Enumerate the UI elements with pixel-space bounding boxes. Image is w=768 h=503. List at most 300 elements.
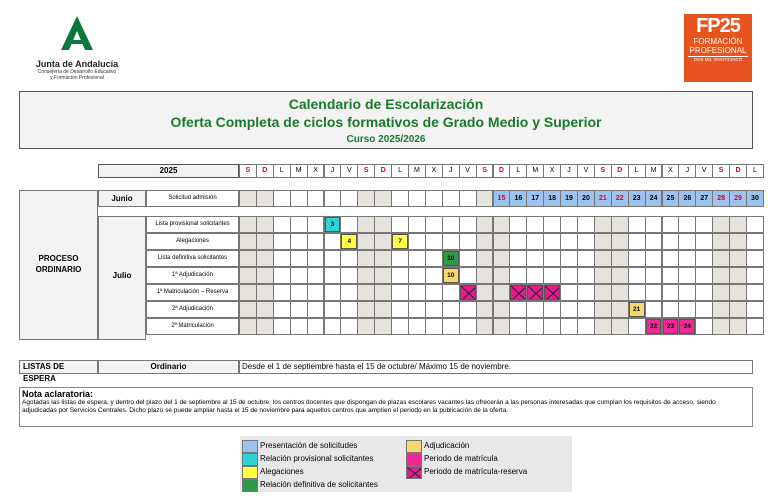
fp25-line1: FORMACIÓN <box>693 37 743 46</box>
day-letter: M <box>526 164 544 178</box>
junio-cell <box>476 190 494 207</box>
julio-cell <box>239 301 257 318</box>
julio-cell <box>695 301 713 318</box>
legend <box>240 436 572 492</box>
julio-cell <box>611 250 629 267</box>
julio-cell <box>594 318 612 335</box>
day-letter: V <box>459 164 477 178</box>
julio-cell <box>662 216 680 233</box>
julio-cell <box>239 250 257 267</box>
day-letter: S <box>712 164 730 178</box>
legend-label-definitiva: Relación definitiva de solicitantes <box>260 480 378 489</box>
junio-cell <box>239 190 257 207</box>
julio-cell <box>729 250 747 267</box>
junio-cell <box>324 190 342 207</box>
julio-cell <box>324 284 342 301</box>
julio-cell <box>526 318 544 335</box>
julio-cell <box>729 267 747 284</box>
julio-cell <box>543 301 561 318</box>
legend-swatch-presentacion <box>242 440 258 453</box>
julio-cell <box>543 267 561 284</box>
julio-cell <box>391 267 409 284</box>
julio-cell <box>645 250 663 267</box>
julio-cell <box>307 216 325 233</box>
day-letter: J <box>442 164 460 178</box>
julio-cell <box>408 233 426 250</box>
solicitud-day: 15 <box>493 190 511 207</box>
julio-cell <box>577 318 595 335</box>
legend-swatch-alegaciones <box>242 466 258 479</box>
julio-cell <box>509 301 527 318</box>
julio-cell <box>442 301 460 318</box>
julio-cell <box>594 216 612 233</box>
julio-cell <box>357 301 375 318</box>
legend-label-matricula: Periodo de matrícula <box>424 454 498 463</box>
julio-cell <box>307 233 325 250</box>
julio-cell <box>239 233 257 250</box>
julio-cell <box>712 233 730 250</box>
month-junio: Junio <box>98 190 146 207</box>
julio-cell <box>695 216 713 233</box>
julio-cell <box>273 284 291 301</box>
day-letter: D <box>729 164 747 178</box>
julio-cell <box>290 250 308 267</box>
julio-cell <box>340 318 358 335</box>
solicitud-day: 22 <box>611 190 629 207</box>
julio-cell <box>476 216 494 233</box>
legend-label-alegaciones: Alegaciones <box>260 467 304 476</box>
julio-cell <box>729 284 747 301</box>
julio-cell <box>662 267 680 284</box>
junio-cell <box>408 190 426 207</box>
julio-cell <box>645 216 663 233</box>
julio-cell <box>425 318 443 335</box>
julio-cell <box>645 301 663 318</box>
julio-cell <box>408 284 426 301</box>
julio-cell <box>628 284 646 301</box>
solicitud-day: 30 <box>746 190 764 207</box>
title-line2: Oferta Completa de ciclos formativos de Grado Medio y Superior <box>170 114 602 130</box>
julio-cell <box>594 250 612 267</box>
julio-cell <box>729 301 747 318</box>
legend-swatch-definitiva <box>242 479 258 492</box>
julio-cell <box>425 250 443 267</box>
julio-cell <box>374 216 392 233</box>
julio-cell <box>357 233 375 250</box>
julio-cell <box>543 250 561 267</box>
julio-cell <box>324 267 342 284</box>
julio-cell <box>695 267 713 284</box>
julio-cell <box>712 250 730 267</box>
calendar-mark: 21 <box>629 302 645 317</box>
julio-cell <box>560 318 578 335</box>
julio-cell <box>476 233 494 250</box>
julio-cell <box>374 267 392 284</box>
calendar-mark: 22 <box>646 319 662 334</box>
julio-row-label: 2ª Adjudicación <box>146 301 239 318</box>
julio-cell <box>256 216 274 233</box>
day-letter: D <box>493 164 511 178</box>
day-letter: M <box>290 164 308 178</box>
julio-cell <box>493 301 511 318</box>
julio-cell <box>493 233 511 250</box>
julio-cell <box>695 284 713 301</box>
junta-sub1: Consejería de Desarrollo Educativo <box>37 69 117 75</box>
solicitud-day: 28 <box>712 190 730 207</box>
julio-cell <box>645 284 663 301</box>
julio-cell <box>425 233 443 250</box>
espera-text: Desde el 1 de septiembre hasta el 15 de octubre/ Máximo 15 de noviembre. <box>239 360 753 374</box>
junta-sub2: y Formación Profesional <box>50 75 104 81</box>
day-letter: V <box>340 164 358 178</box>
julio-cell <box>712 318 730 335</box>
julio-cell <box>256 301 274 318</box>
julio-cell <box>340 284 358 301</box>
julio-cell <box>324 318 342 335</box>
julio-cell <box>357 284 375 301</box>
julio-cell <box>577 267 595 284</box>
julio-cell <box>290 284 308 301</box>
julio-cell <box>611 284 629 301</box>
julio-cell <box>408 318 426 335</box>
julio-cell <box>594 301 612 318</box>
junio-cell <box>357 190 375 207</box>
julio-cell <box>408 267 426 284</box>
julio-cell <box>645 267 663 284</box>
junio-cell <box>340 190 358 207</box>
julio-cell <box>459 301 477 318</box>
julio-cell <box>729 318 747 335</box>
julio-cell <box>324 301 342 318</box>
julio-cell <box>577 250 595 267</box>
title-line1: Calendario de Escolarización <box>288 96 484 112</box>
julio-cell <box>560 284 578 301</box>
matricula-reserva-mark <box>544 285 560 300</box>
julio-cell <box>307 301 325 318</box>
julio-cell <box>256 284 274 301</box>
julio-cell <box>695 250 713 267</box>
julio-cell <box>391 318 409 335</box>
julio-row-label: Lista provisional solicitantes <box>146 216 239 233</box>
julio-cell <box>459 250 477 267</box>
calendar-year: 2025 <box>98 164 239 178</box>
julio-cell <box>678 233 696 250</box>
julio-cell <box>391 284 409 301</box>
julio-cell <box>391 250 409 267</box>
day-letter: X <box>307 164 325 178</box>
julio-cell <box>273 216 291 233</box>
julio-cell <box>408 250 426 267</box>
julio-cell <box>746 267 764 284</box>
julio-cell <box>273 267 291 284</box>
junio-cell <box>391 190 409 207</box>
julio-cell <box>695 318 713 335</box>
julio-cell <box>374 284 392 301</box>
julio-cell <box>509 233 527 250</box>
julio-cell <box>425 284 443 301</box>
julio-cell <box>645 233 663 250</box>
legend-swatch-matricula <box>406 453 422 466</box>
julio-row-label: 2ª Matriculación <box>146 318 239 335</box>
matricula-reserva-mark <box>510 285 526 300</box>
julio-cell <box>256 233 274 250</box>
legend-label-provisional: Relación provisional solicitantes <box>260 454 374 463</box>
day-letter: L <box>628 164 646 178</box>
day-letter: S <box>594 164 612 178</box>
solicitud-day: 19 <box>560 190 578 207</box>
calendar-mark: 4 <box>341 234 357 249</box>
julio-cell <box>526 267 544 284</box>
julio-cell <box>729 233 747 250</box>
julio-cell <box>577 301 595 318</box>
julio-cell <box>239 216 257 233</box>
julio-cell <box>746 233 764 250</box>
julio-cell <box>611 233 629 250</box>
julio-cell <box>340 250 358 267</box>
julio-cell <box>594 233 612 250</box>
julio-cell <box>662 250 680 267</box>
day-letter: X <box>543 164 561 178</box>
julio-row-label: Lista definitiva solicitantes <box>146 250 239 267</box>
julio-cell <box>712 301 730 318</box>
julio-cell <box>611 216 629 233</box>
julio-cell <box>526 301 544 318</box>
julio-cell <box>577 284 595 301</box>
julio-cell <box>476 250 494 267</box>
day-letter: S <box>239 164 257 178</box>
julio-row-label: Alegaciones <box>146 233 239 250</box>
julio-cell <box>324 250 342 267</box>
julio-cell <box>543 216 561 233</box>
julio-cell <box>442 284 460 301</box>
julio-cell <box>662 233 680 250</box>
julio-cell <box>357 216 375 233</box>
julio-cell <box>560 301 578 318</box>
julio-cell <box>543 233 561 250</box>
julio-cell <box>391 301 409 318</box>
calendar-mark: 10 <box>443 268 459 283</box>
julio-cell <box>459 216 477 233</box>
julio-cell <box>746 216 764 233</box>
julio-cell <box>628 233 646 250</box>
day-letter: M <box>645 164 663 178</box>
julio-cell <box>425 301 443 318</box>
julio-cell <box>712 216 730 233</box>
julio-row-label: 1ª Adjudicación <box>146 267 239 284</box>
julio-cell <box>408 301 426 318</box>
day-letter: M <box>408 164 426 178</box>
junio-cell <box>256 190 274 207</box>
solicitud-day: 26 <box>678 190 696 207</box>
julio-cell <box>611 318 629 335</box>
julio-cell <box>324 233 342 250</box>
julio-cell <box>459 267 477 284</box>
julio-cell <box>628 318 646 335</box>
julio-cell <box>273 233 291 250</box>
calendar-mark: 10 <box>443 251 459 266</box>
julio-cell <box>357 318 375 335</box>
julio-row-label: 1ª Matriculación – Reserva <box>146 284 239 301</box>
julio-cell <box>729 216 747 233</box>
julio-cell <box>442 233 460 250</box>
title-box <box>19 91 753 149</box>
day-letter: S <box>476 164 494 178</box>
julio-cell <box>746 318 764 335</box>
julio-cell <box>307 250 325 267</box>
julio-cell <box>678 216 696 233</box>
julio-cell <box>493 250 511 267</box>
julio-cell <box>493 216 511 233</box>
solicitud-day: 20 <box>577 190 595 207</box>
julio-cell <box>290 301 308 318</box>
julio-cell <box>374 318 392 335</box>
solicitud-day: 18 <box>543 190 561 207</box>
julio-cell <box>678 250 696 267</box>
day-letter: L <box>391 164 409 178</box>
julio-cell <box>239 267 257 284</box>
julio-cell <box>594 284 612 301</box>
calendar-mark: 3 <box>325 217 341 232</box>
day-letter: J <box>560 164 578 178</box>
julio-cell <box>425 216 443 233</box>
julio-cell <box>290 318 308 335</box>
julio-cell <box>239 318 257 335</box>
julio-cell <box>391 216 409 233</box>
junta-title: Junta de Andalucía <box>35 59 119 69</box>
day-letter: D <box>611 164 629 178</box>
solicitud-day: 17 <box>526 190 544 207</box>
julio-cell <box>476 284 494 301</box>
solicitud-day: 23 <box>628 190 646 207</box>
julio-cell <box>678 284 696 301</box>
calendar-mark: 23 <box>663 319 679 334</box>
julio-cell <box>712 267 730 284</box>
julio-cell <box>543 318 561 335</box>
julio-cell <box>509 250 527 267</box>
julio-cell <box>746 301 764 318</box>
legend-label-presentacion: Presentación de solicitudes <box>260 441 358 450</box>
julio-cell <box>628 216 646 233</box>
julio-cell <box>374 250 392 267</box>
legend-label-matricula-reserva: Periodo de matrícula-reserva <box>424 467 528 476</box>
nota-title: Nota aclaratoria: <box>22 389 94 399</box>
julio-cell <box>476 318 494 335</box>
calendar-mark: 7 <box>392 234 408 249</box>
julio-cell <box>340 267 358 284</box>
julio-cell <box>695 233 713 250</box>
julio-cell <box>594 267 612 284</box>
legend-swatch-matricula-reserva <box>406 466 422 479</box>
julio-cell <box>239 284 257 301</box>
espera-title: LISTAS DE ESPERA <box>19 360 98 374</box>
day-letter: S <box>357 164 375 178</box>
solicitud-day: 25 <box>662 190 680 207</box>
julio-cell <box>357 267 375 284</box>
julio-cell <box>526 250 544 267</box>
day-letter: J <box>324 164 342 178</box>
julio-cell <box>256 318 274 335</box>
legend-swatch-provisional <box>242 453 258 466</box>
day-letter: L <box>746 164 764 178</box>
julio-cell <box>712 284 730 301</box>
julio-cell <box>493 267 511 284</box>
day-letter: X <box>662 164 680 178</box>
julio-cell <box>493 318 511 335</box>
julio-cell <box>442 216 460 233</box>
espera-type: Ordinario <box>98 360 239 374</box>
julio-cell <box>662 284 680 301</box>
julio-cell <box>442 318 460 335</box>
julio-cell <box>746 250 764 267</box>
julio-cell <box>560 216 578 233</box>
junio-cell <box>290 190 308 207</box>
julio-cell <box>526 233 544 250</box>
julio-cell <box>509 216 527 233</box>
junio-cell <box>374 190 392 207</box>
julio-cell <box>290 267 308 284</box>
solicitud-day: 29 <box>729 190 747 207</box>
junio-row-label: Solicitud admisión <box>146 190 239 207</box>
julio-cell <box>459 233 477 250</box>
junio-cell <box>425 190 443 207</box>
junio-cell <box>273 190 291 207</box>
julio-cell <box>459 318 477 335</box>
day-letter: V <box>577 164 595 178</box>
julio-cell <box>509 267 527 284</box>
julio-cell <box>678 267 696 284</box>
day-letter: J <box>678 164 696 178</box>
julio-cell <box>476 301 494 318</box>
julio-cell <box>577 233 595 250</box>
matricula-reserva-mark <box>460 285 476 300</box>
julio-cell <box>611 301 629 318</box>
solicitud-day: 27 <box>695 190 713 207</box>
proceso-ordinario-label: PROCESO ORDINARIO <box>19 190 98 340</box>
day-letter: D <box>374 164 392 178</box>
julio-cell <box>678 301 696 318</box>
fp25-big: FP25 <box>696 15 740 37</box>
fp25-line2: PROFESIONAL <box>689 46 747 55</box>
julio-cell <box>290 233 308 250</box>
julio-cell <box>357 250 375 267</box>
day-letter: D <box>256 164 274 178</box>
julio-cell <box>307 267 325 284</box>
julio-cell <box>307 318 325 335</box>
julio-cell <box>340 301 358 318</box>
julio-cell <box>340 216 358 233</box>
julio-cell <box>611 267 629 284</box>
legend-swatch-adjudicacion <box>406 440 422 453</box>
julio-cell <box>746 284 764 301</box>
legend-label-adjudicacion: Adjudicación <box>424 441 470 450</box>
month-julio: Julio <box>98 216 146 340</box>
julio-cell <box>560 267 578 284</box>
julio-cell <box>628 267 646 284</box>
calendar-mark: 24 <box>679 319 695 334</box>
julio-cell <box>560 250 578 267</box>
julio-cell <box>476 267 494 284</box>
julio-cell <box>256 250 274 267</box>
julio-cell <box>256 267 274 284</box>
day-letter: L <box>273 164 291 178</box>
julio-cell <box>662 301 680 318</box>
junio-cell <box>459 190 477 207</box>
fp25-small: DOS MIL VEINTICINCO <box>688 56 748 63</box>
solicitud-day: 24 <box>645 190 663 207</box>
day-letter: L <box>509 164 527 178</box>
julio-cell <box>526 216 544 233</box>
fp25-logo <box>684 14 752 82</box>
